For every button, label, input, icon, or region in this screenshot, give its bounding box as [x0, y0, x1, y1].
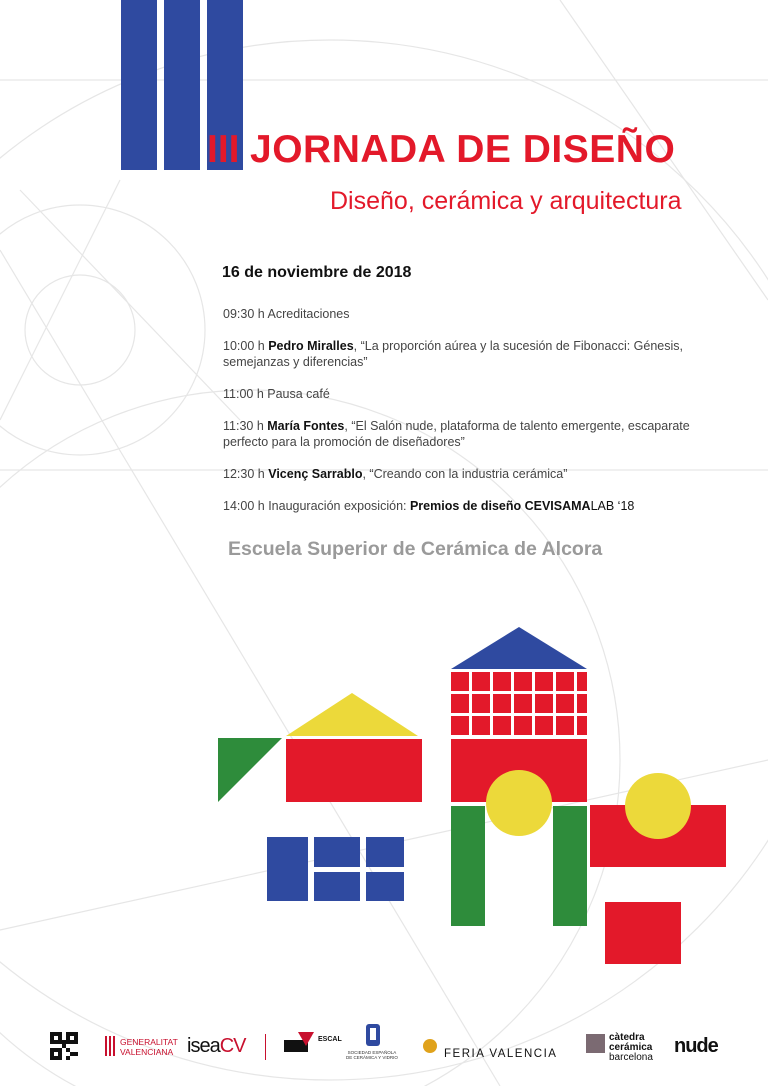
event-date: 16 de noviembre de 2018 [222, 264, 412, 281]
iseacv-logo: iseaCV [187, 1035, 246, 1057]
speaker-name: Vicenç Sarrablo [268, 467, 363, 481]
venue-name: Escuela Superior de Cerámica de Alcora [228, 538, 603, 560]
qr-code-icon [50, 1032, 78, 1060]
program-item: 14:00 h Inauguración exposición: Premios de diseño CEVISAMALAB ‘18 [223, 499, 635, 513]
page-title: JORNADA DE DISEÑO [250, 128, 676, 171]
program-item: 10:00 h Pedro Miralles, “La proporción aúrea y la sucesión de Fibonacci: Génesis, semejanzas y diferencias” [223, 339, 684, 369]
feria-valencia-logo: FERIA VALENCIA [444, 1048, 558, 1060]
catedra-logo: càtedra cerámica barcelona [609, 1032, 653, 1063]
nude-logo: nude [674, 1035, 718, 1057]
program-item: 12:30 h Vicenç Sarrablo, “Creando con la industria cerámica” [223, 467, 568, 481]
sociedad-logo: SOCIEDAD ESPAÑOLA DE CERÁMICA Y VIDRIO [346, 1050, 398, 1060]
program-item: 09:30 h Acreditaciones [223, 307, 350, 321]
edition-numeral: III [207, 128, 240, 171]
generalitat-emblem-icon [104, 1034, 118, 1058]
program-item: 11:30 h María Fontes, “El Salón nude, plataforma de talento emergente, escaparate perfecto para la promoción de diseñadores” [223, 419, 690, 449]
escal-logo-icon [284, 1032, 314, 1060]
catedra-emblem-icon [586, 1034, 605, 1053]
escal-logo: ESCAL [318, 1036, 342, 1043]
divider [265, 1034, 266, 1060]
generalitat-logo: GENERALITAT VALENCIANA [120, 1037, 178, 1057]
speaker-name: María Fontes [267, 419, 345, 433]
sociedad-emblem-icon [366, 1024, 380, 1046]
speaker-name: Pedro Miralles [268, 339, 354, 353]
feria-emblem-icon [420, 1037, 440, 1055]
sponsor-logos [0, 1020, 768, 1080]
page-subtitle: Diseño, cerámica y arquitectura [330, 187, 682, 215]
program-item: 11:00 h Pausa café [223, 387, 330, 401]
